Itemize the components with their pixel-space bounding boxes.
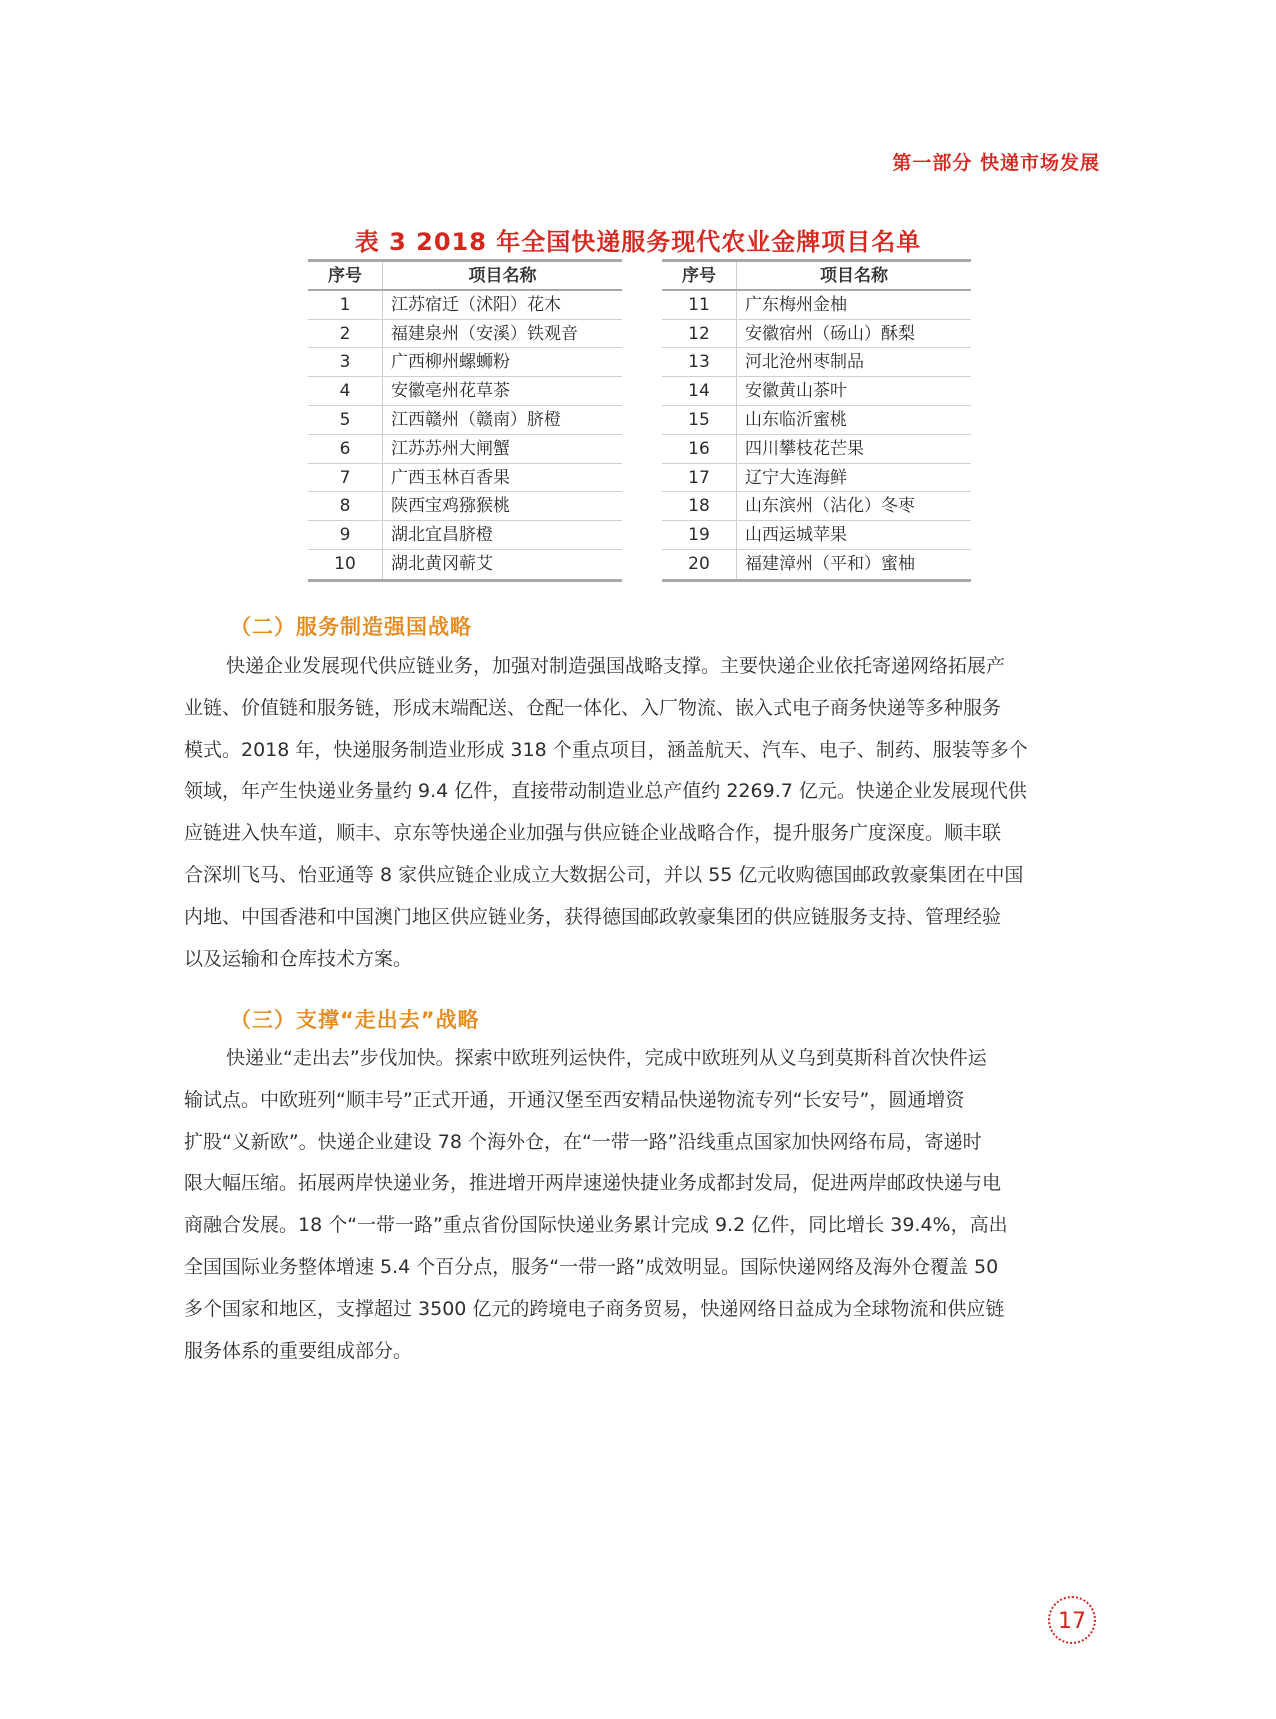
table-row bbox=[308, 550, 622, 579]
row-no: 2 bbox=[308, 320, 383, 348]
paragraph-line: 快递业“走出去”步伐加快。探索中欧班列运快件，完成中欧班列从义乌到莫斯科首次快件运 bbox=[226, 1047, 987, 1069]
row-name: 福建漳州（平和）蜜柚 bbox=[745, 553, 915, 574]
row-no: 7 bbox=[308, 464, 383, 492]
table-header-row bbox=[662, 262, 971, 291]
paragraph-line: 应链进入快车道，顺丰、京东等快递企业加强与供应链企业战略合作，提升服务广度深度。顺丰联 bbox=[184, 822, 1002, 845]
row-no: 20 bbox=[662, 550, 737, 579]
table-row bbox=[662, 377, 971, 406]
table-row bbox=[662, 320, 971, 349]
table-row bbox=[308, 492, 622, 521]
row-no: 10 bbox=[308, 550, 383, 579]
paragraph-line: 模式。2018 年，快递服务制造业形成 318 个重点项目，涵盖航天、汽车、电子、制药、服装等多个 bbox=[184, 738, 1028, 761]
row-name: 陕西宝鸡猕猴桃 bbox=[391, 496, 510, 517]
column-header-name: 项目名称 bbox=[468, 266, 537, 286]
row-no: 15 bbox=[662, 406, 737, 434]
row-name: 安徽黄山茶叶 bbox=[745, 381, 847, 402]
running-header: 第一部分 快递市场发展 bbox=[892, 152, 1100, 174]
row-no: 6 bbox=[308, 435, 383, 463]
paragraph-line: 合深圳飞马、怡亚通等 8 家供应链企业成立大数据公司，并以 55 亿元收购德国邮政敦豪集团在中国 bbox=[184, 863, 1024, 886]
table-row bbox=[662, 521, 971, 550]
paragraph-line: 业链、价值链和服务链，形成末端配送、仓配一体化、入厂物流、嵌入式电子商务快递等多种服务 bbox=[184, 696, 1002, 719]
row-no: 12 bbox=[662, 320, 737, 348]
table-row bbox=[308, 377, 622, 406]
table-row bbox=[308, 435, 622, 464]
table-row bbox=[308, 406, 622, 435]
row-name: 江苏苏州大闸蟹 bbox=[391, 438, 510, 459]
row-no: 1 bbox=[308, 291, 383, 319]
table-row bbox=[662, 464, 971, 493]
table-row bbox=[308, 521, 622, 550]
row-name: 湖北宜昌脐橙 bbox=[391, 525, 493, 546]
column-header-no: 序号 bbox=[662, 262, 737, 289]
row-no: 14 bbox=[662, 377, 737, 405]
row-name: 江西赣州（赣南）脐橙 bbox=[391, 409, 561, 430]
paragraph-line: 领域，年产生快递业务量约 9.4 亿件，直接带动制造业总产值约 2269.7 亿元。快递企业发展现代供 bbox=[184, 780, 1027, 803]
table-row bbox=[662, 435, 971, 464]
column-header-no: 序号 bbox=[308, 262, 383, 289]
paragraph-line: 全国国际业务整体增速 5.4 个百分点，服务“一带一路”成效明显。国际快递网络及海外仓覆盖 50 bbox=[184, 1255, 999, 1278]
row-name: 山东滨州（沾化）冬枣 bbox=[745, 496, 915, 517]
row-name: 辽宁大连海鲜 bbox=[745, 467, 847, 488]
paragraph-line: 快递企业发展现代供应链业务，加强对制造强国战略支撑。主要快递企业依托寄递网络拓展产 bbox=[226, 655, 1006, 677]
row-no: 17 bbox=[662, 464, 737, 492]
row-name: 山东临沂蜜桃 bbox=[745, 409, 847, 430]
row-name: 广西玉林百香果 bbox=[391, 467, 510, 488]
row-no: 4 bbox=[308, 377, 383, 405]
table-row bbox=[308, 320, 622, 349]
row-name: 福建泉州（安溪）铁观音 bbox=[391, 323, 578, 344]
paragraph-line: 输试点。中欧班列“顺丰号”正式开通，开通汉堡至西安精品快递物流专列“长安号”，圆通增资 bbox=[184, 1088, 965, 1111]
table-left-half bbox=[308, 259, 622, 582]
row-name: 广东梅州金柚 bbox=[745, 294, 847, 315]
row-no: 3 bbox=[308, 348, 383, 376]
section-heading-going-global: （三）支撑“走出去”战略 bbox=[230, 1008, 480, 1032]
row-name: 安徽宿州（砀山）酥梨 bbox=[745, 323, 915, 344]
page-number: 17 bbox=[1048, 1596, 1096, 1644]
row-name: 河北沧州枣制品 bbox=[745, 352, 864, 373]
table-right-half bbox=[662, 259, 971, 582]
row-no: 9 bbox=[308, 521, 383, 549]
table-row bbox=[662, 492, 971, 521]
paragraph-line: 商融合发展。18 个“一带一路”重点省份国际快递业务累计完成 9.2 亿件，同比增长 39.4%，高出 bbox=[184, 1214, 1008, 1237]
table-row bbox=[662, 406, 971, 435]
paragraph-line: 限大幅压缩。拓展两岸快递业务，推进增开两岸速递快捷业务成都封发局，促进两岸邮政快递与电 bbox=[184, 1172, 1002, 1195]
table-title: 表 3 2018 年全国快递服务现代农业金牌项目名单 bbox=[354, 228, 922, 256]
row-no: 18 bbox=[662, 492, 737, 520]
row-no: 19 bbox=[662, 521, 737, 549]
paragraph-line: 服务体系的重要组成部分。 bbox=[184, 1339, 413, 1362]
table-header-row bbox=[308, 262, 622, 291]
section-heading-manufacturing: （二）服务制造强国战略 bbox=[230, 615, 472, 639]
row-name: 湖北黄冈蕲艾 bbox=[391, 553, 493, 574]
row-name: 四川攀枝花芒果 bbox=[745, 438, 864, 459]
paragraph-line: 扩股“义新欧”。快递企业建设 78 个海外仓，在“一带一路”沿线重点国家加快网络布局，寄递时 bbox=[184, 1130, 982, 1153]
paragraph-line: 以及运输和仓库技术方案。 bbox=[184, 947, 413, 970]
row-name: 山西运城苹果 bbox=[745, 525, 847, 546]
row-no: 16 bbox=[662, 435, 737, 463]
row-no: 5 bbox=[308, 406, 383, 434]
row-no: 8 bbox=[308, 492, 383, 520]
row-name: 江苏宿迁（沭阳）花木 bbox=[391, 294, 561, 315]
column-header-name: 项目名称 bbox=[820, 266, 888, 286]
table-row bbox=[662, 550, 971, 579]
row-name: 广西柳州螺蛳粉 bbox=[391, 352, 510, 373]
paragraph-line: 多个国家和地区，支撑超过 3500 亿元的跨境电子商务贸易，快递网络日益成为全球物流和供应链 bbox=[184, 1297, 1005, 1320]
table-row bbox=[308, 464, 622, 493]
row-no: 11 bbox=[662, 291, 737, 319]
paragraph-manufacturing bbox=[184, 646, 1098, 980]
row-name: 安徽亳州花草茶 bbox=[391, 381, 510, 402]
table-row bbox=[308, 291, 622, 320]
paragraph-going-global bbox=[184, 1038, 1098, 1372]
table-row bbox=[662, 291, 971, 320]
table-row bbox=[308, 348, 622, 377]
table-row bbox=[662, 348, 971, 377]
paragraph-line: 内地、中国香港和中国澳门地区供应链业务，获得德国邮政敦豪集团的供应链服务支持、管理经验 bbox=[184, 905, 1002, 928]
row-no: 13 bbox=[662, 348, 737, 376]
